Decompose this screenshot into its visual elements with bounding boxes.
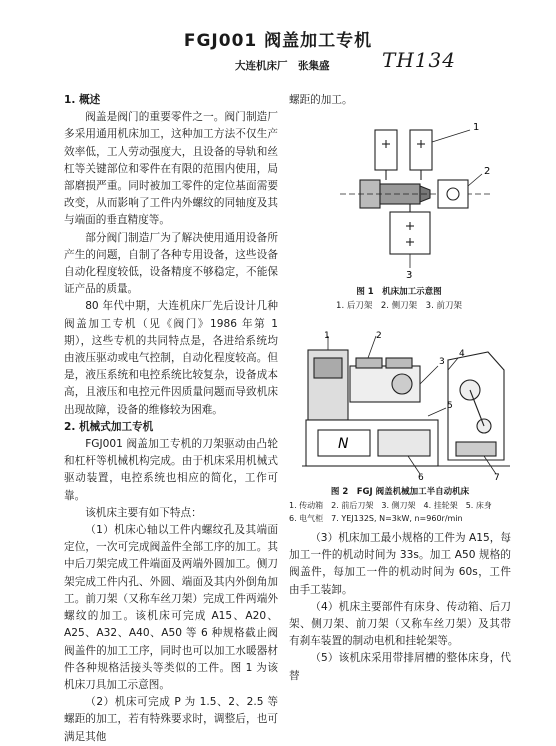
section-heading-mechanical: 2. 机械式加工专机 xyxy=(64,420,154,433)
figure-1 xyxy=(330,112,500,282)
left-column xyxy=(64,92,278,746)
paragraph: （4）机床主要部件有床身、传动箱、后刀架、侧刀架、前刀架（又称车丝刀架）及其带有刹车装置的制动电机和挂轮架等。 xyxy=(289,600,511,648)
figure-2-caption-title: 图 2 FGJ 阀盖机械加工半自动机床 xyxy=(330,487,470,497)
paragraph: （2）机床可完成 P 为 1.5、2、2.5 等螺距的加工，若有特殊要求时，调整后，也可满足其他 xyxy=(64,696,278,743)
figure-2-label-3: 3 xyxy=(439,357,445,367)
figure-2-label-4: 4 xyxy=(459,349,465,359)
figure-2-label-7: 7 xyxy=(494,473,500,480)
figure-1-drawing xyxy=(330,112,500,282)
paragraph: 阀盖是阀门的重要零件之一。阀门制造厂多采用通用机床加工，这种加工方法不仅生产效率低，工人劳动强度大，且设备的导轨和丝杠等关键部位和零件在有限的范围内使用，局部磨损严重。同时被加工零件的定位基面需要改变，从而影响了工件内外螺纹的同轴度及其与端面的垂直精度等。 xyxy=(64,111,278,227)
figure-2-label-2: 2 xyxy=(376,331,382,341)
figure-2-label-5: 5 xyxy=(447,401,453,411)
figure-1-label-1: 1 xyxy=(473,122,480,133)
figure-1-label-3: 3 xyxy=(406,270,413,281)
figure-1-caption-title: 图 1 机床加工示意图 xyxy=(356,287,442,297)
article-title: FGJ001 阀盖加工专机 xyxy=(183,31,373,51)
figure-2-caption-legend-2: 6. 电气柜 7. YEJ132S, N=3kW, n=960r/min xyxy=(289,514,463,523)
author-line: 大连机床厂 张集盛 xyxy=(235,60,330,72)
figure-2-caption-legend-1: 1. 传动箱 2. 前后刀架 3. 侧刀架 4. 挂轮架 5. 床身 xyxy=(289,501,492,510)
paragraph: （1）机床心轴以工件内螺纹孔及其端面定位，一次可完成阀盖件全部工序的加工。其中后刀架完成工件端面及两端外圆加工。侧刀架完成工件内孔、外圆、端面及其内外倒角加工。前刀架（又称车丝刀架）完成工件两端外螺纹的加工。该机床可完成 A15、A20、A25、A32、A40、A50 等 6 种规格截止阀阀盖件的加工工序，同时也可以加工水暖器材件各种规格活接头等类似的工件。图 1 为该机床刀具加工示意图。 xyxy=(64,524,278,691)
figure-2-panel-label: N xyxy=(338,436,349,452)
figure-2-label-6: 6 xyxy=(418,473,424,480)
figure-1-label-2: 2 xyxy=(484,166,491,177)
right-column-continuation: 螺距的加工。 xyxy=(289,94,353,106)
paragraph: 该机床主要有如下特点： xyxy=(85,506,202,519)
paragraph: 部分阀门制造厂为了解决使用通用设备所产生的问题，自制了各种专用设备，这些设备自动化程度较低，设备精度不够稳定，不能保证产品的质量。 xyxy=(64,231,278,296)
figure-2 xyxy=(298,330,516,480)
paragraph: （3）机床加工最小规格的工件为 A15，每加工一件的机动时间为 33s。加工 A50 规格的阀盖件，每加工一件的机动时间为 60s，工件由手工装卸。 xyxy=(289,532,511,596)
right-column-body xyxy=(289,530,511,685)
handwritten-code: TH134 xyxy=(382,48,456,72)
figure-2-label-1: 1 xyxy=(324,331,330,341)
paragraph: （5）该机床采用带排屑槽的整体床身，代替 xyxy=(289,652,511,682)
paragraph: 80 年代中期，大连机床厂先后设计几种阀盖加工专机（见《阀门》1986 年第 1 期），这些专机的共同特点是，各进给系统均由液压驱动或电气控制，自动化程度较高。但是，液压系统和电控系统比较复杂，设备成本高，且液压和电控元件因质量问题而导致机床出现故障，设备的维修较为困难。 xyxy=(64,300,278,416)
section-heading-overview: 1. 概述 xyxy=(64,94,101,106)
figure-1-caption-legend: 1. 后刀架 2. 侧刀架 3. 前刀架 xyxy=(336,301,462,311)
paragraph: FGJ001 阀盖加工专机的刀架驱动由凸轮和杠杆等机械机构完成。由于机床采用机械式驱动装置，电控系统也相应的简化，工作可靠。 xyxy=(64,438,278,502)
figure-2-drawing xyxy=(298,330,516,480)
